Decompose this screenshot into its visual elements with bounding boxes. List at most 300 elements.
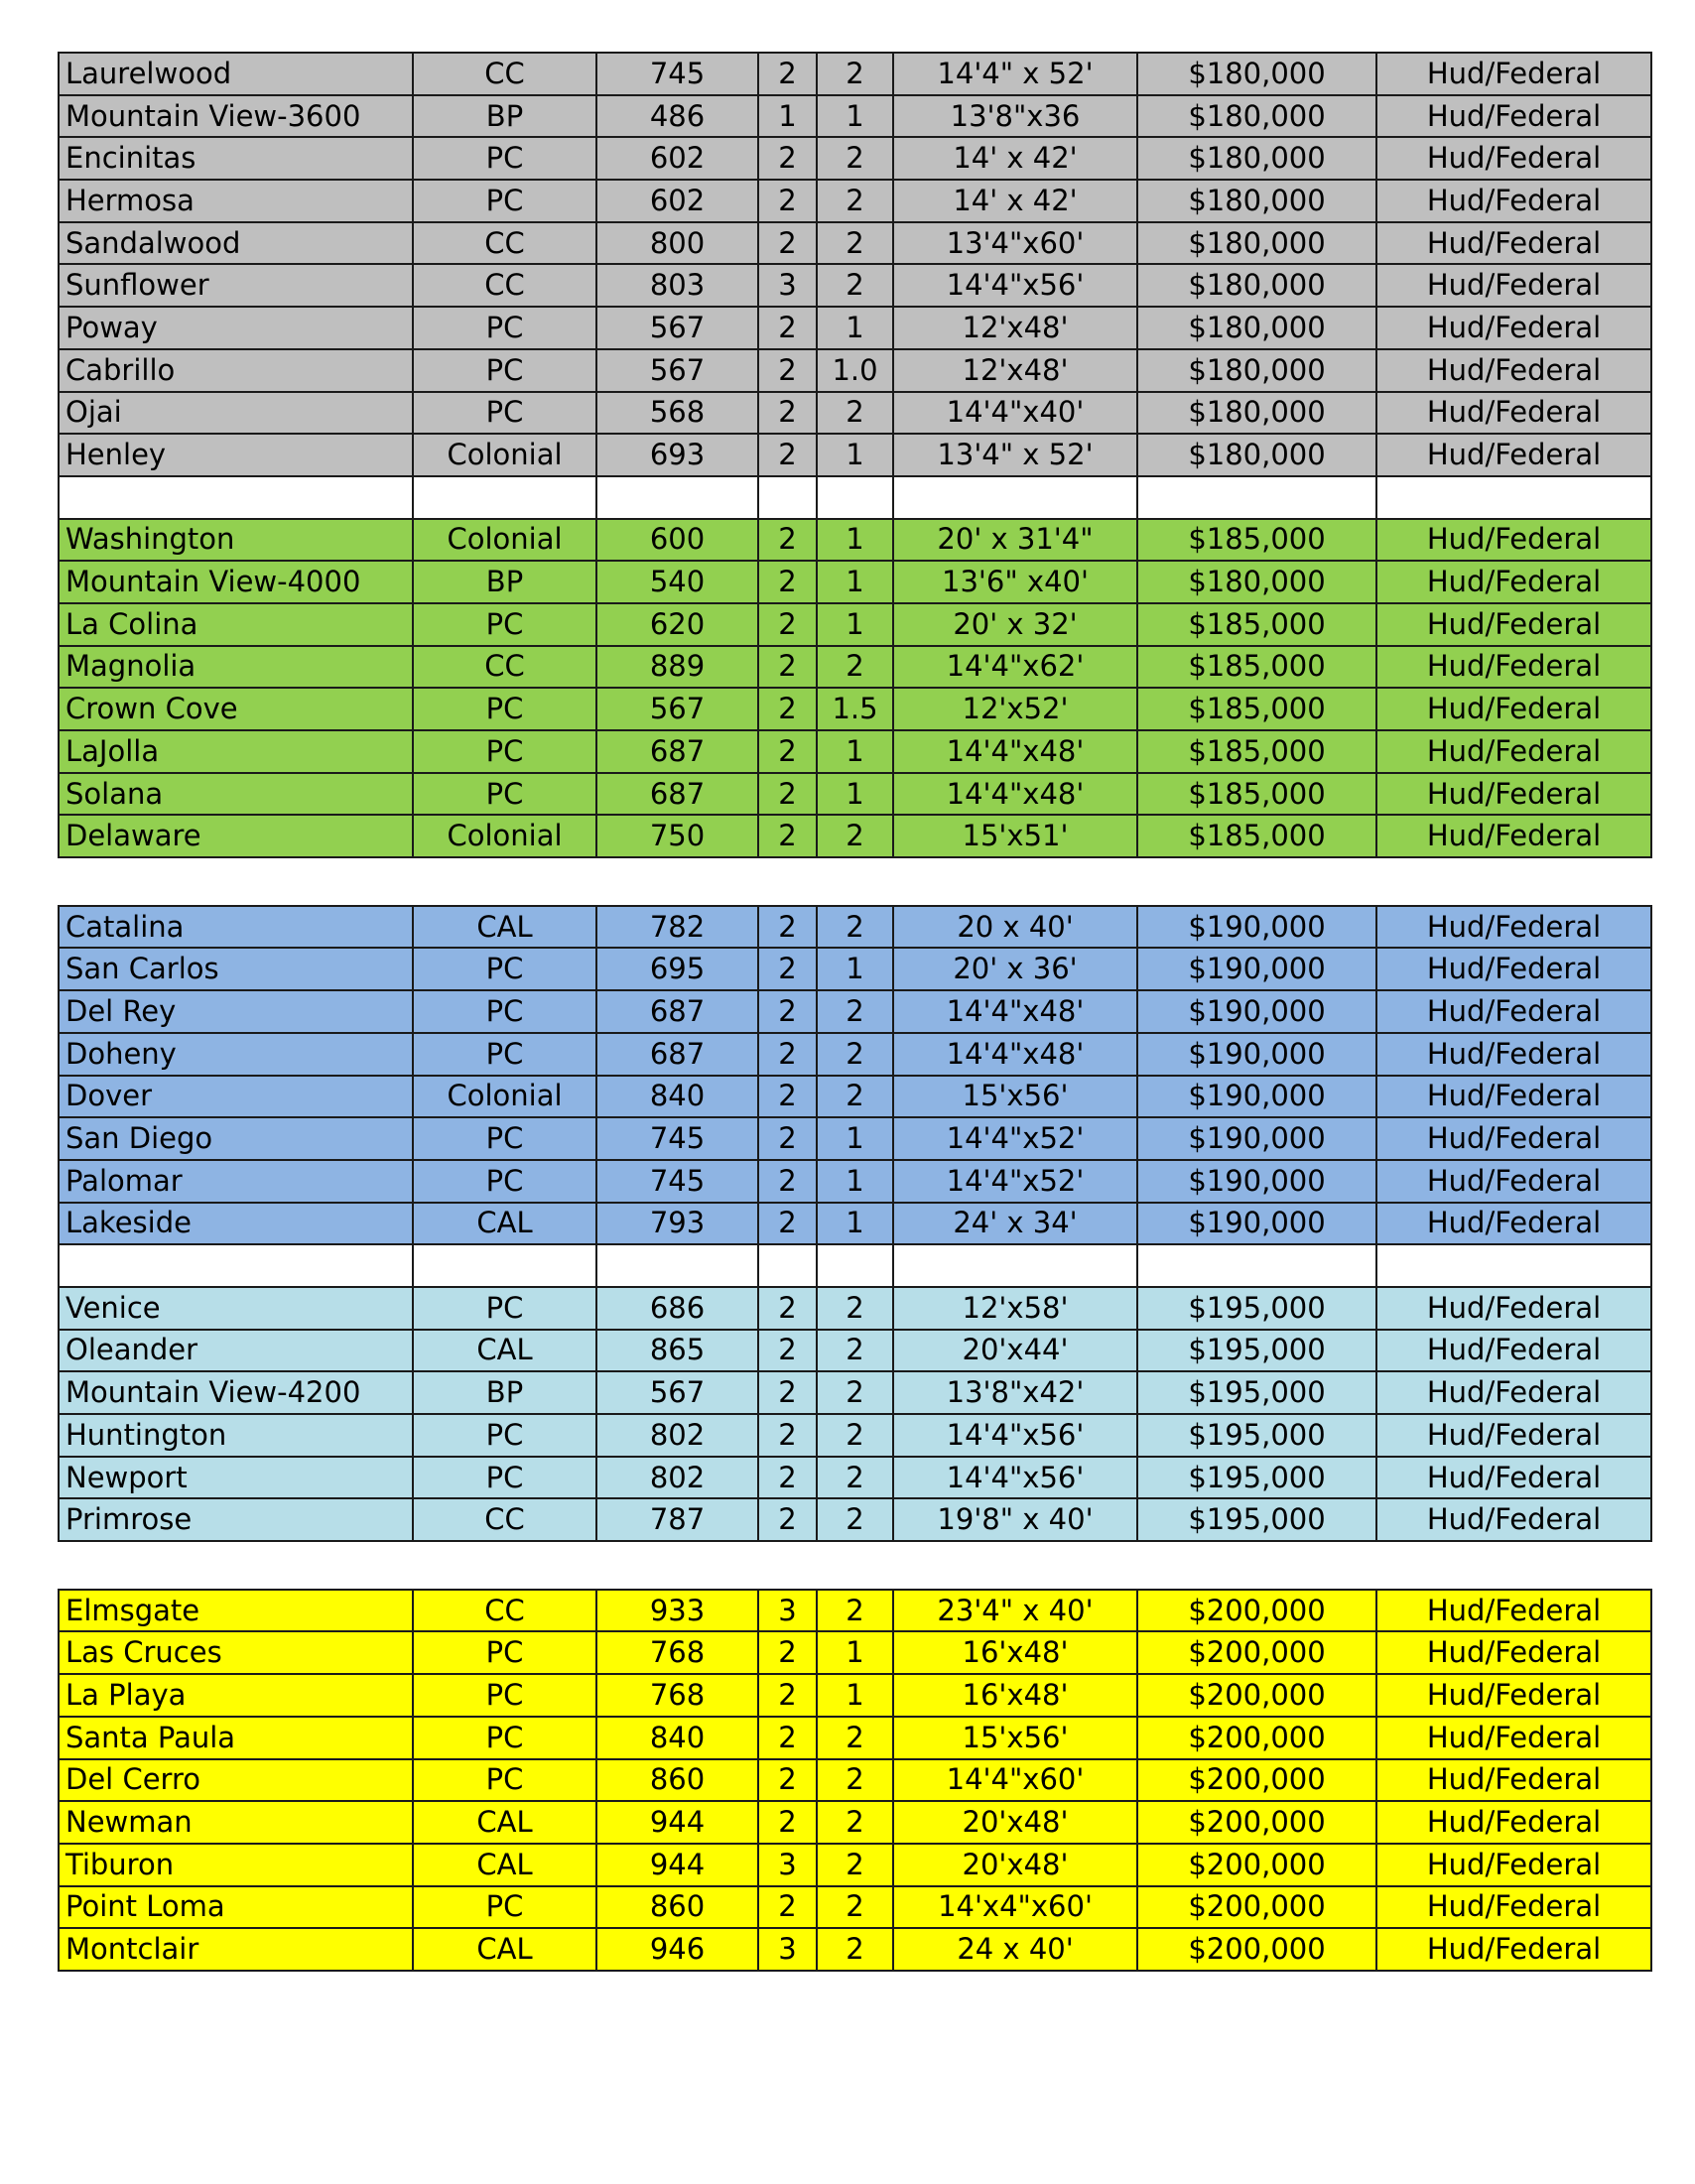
cell-financing: Hud/Federal xyxy=(1376,180,1651,222)
table-row xyxy=(59,180,1651,222)
cell-beds: 2 xyxy=(758,434,817,476)
cell-beds: 2 xyxy=(758,1886,817,1929)
cell-financing: Hud/Federal xyxy=(1376,730,1651,773)
cell-sqft: 686 xyxy=(596,1287,758,1330)
table-row xyxy=(59,906,1651,949)
cell-type: Colonial xyxy=(413,434,596,476)
cell-type: PC xyxy=(413,180,596,222)
group-gap xyxy=(58,1542,1642,1589)
cell-financing: Hud/Federal xyxy=(1376,53,1651,95)
cell-name: Tiburon xyxy=(59,1844,413,1886)
blank-cell xyxy=(1376,476,1651,519)
cell-sqft: 687 xyxy=(596,730,758,773)
cell-beds: 2 xyxy=(758,392,817,435)
table-row xyxy=(59,1801,1651,1844)
cell-beds: 2 xyxy=(758,1674,817,1717)
cell-beds: 2 xyxy=(758,307,817,349)
cell-beds: 2 xyxy=(758,1759,817,1802)
cell-price: $195,000 xyxy=(1137,1414,1376,1457)
table-row xyxy=(59,948,1651,990)
blank-cell xyxy=(1137,476,1376,519)
cell-name: Washington xyxy=(59,519,413,562)
cell-baths: 1 xyxy=(817,773,893,816)
cell-sqft: 840 xyxy=(596,1717,758,1759)
cell-price: $180,000 xyxy=(1137,180,1376,222)
cell-type: PC xyxy=(413,1674,596,1717)
cell-price: $190,000 xyxy=(1137,1203,1376,1245)
cell-financing: Hud/Federal xyxy=(1376,815,1651,857)
cell-sqft: 944 xyxy=(596,1801,758,1844)
cell-beds: 2 xyxy=(758,349,817,392)
cell-size: 16'x48' xyxy=(893,1631,1137,1674)
cell-price: $195,000 xyxy=(1137,1371,1376,1414)
cell-type: PC xyxy=(413,1414,596,1457)
cell-baths: 2 xyxy=(817,1287,893,1330)
blank-cell xyxy=(59,1244,413,1287)
cell-financing: Hud/Federal xyxy=(1376,1117,1651,1160)
cell-beds: 2 xyxy=(758,948,817,990)
cell-size: 14'4"x56' xyxy=(893,1414,1137,1457)
cell-beds: 2 xyxy=(758,222,817,265)
cell-baths: 2 xyxy=(817,1717,893,1759)
cell-sqft: 793 xyxy=(596,1203,758,1245)
cell-size: 14'4"x56' xyxy=(893,1457,1137,1499)
cell-sqft: 802 xyxy=(596,1414,758,1457)
cell-price: $185,000 xyxy=(1137,688,1376,730)
cell-baths: 1 xyxy=(817,307,893,349)
cell-baths: 2 xyxy=(817,1414,893,1457)
cell-price: $200,000 xyxy=(1137,1801,1376,1844)
cell-baths: 2 xyxy=(817,990,893,1033)
cell-name: Las Cruces xyxy=(59,1631,413,1674)
cell-size: 12'x48' xyxy=(893,349,1137,392)
cell-name: Del Rey xyxy=(59,990,413,1033)
cell-price: $200,000 xyxy=(1137,1590,1376,1632)
cell-beds: 2 xyxy=(758,1287,817,1330)
cell-name: Henley xyxy=(59,434,413,476)
cell-size: 12'x52' xyxy=(893,688,1137,730)
table-row xyxy=(59,392,1651,435)
cell-size: 19'8" x 40' xyxy=(893,1498,1137,1541)
cell-financing: Hud/Federal xyxy=(1376,1801,1651,1844)
cell-name: Huntington xyxy=(59,1414,413,1457)
cell-type: PC xyxy=(413,1457,596,1499)
cell-size: 20'x48' xyxy=(893,1801,1137,1844)
table-row xyxy=(59,1928,1651,1971)
table-row xyxy=(59,1203,1651,1245)
cell-price: $180,000 xyxy=(1137,434,1376,476)
cell-beds: 2 xyxy=(758,773,817,816)
price-group xyxy=(59,519,1651,858)
table-row xyxy=(59,1457,1651,1499)
table-row xyxy=(59,1076,1651,1118)
cell-sqft: 745 xyxy=(596,1160,758,1203)
cell-price: $180,000 xyxy=(1137,349,1376,392)
cell-size: 14' x 42' xyxy=(893,180,1137,222)
cell-financing: Hud/Federal xyxy=(1376,906,1651,949)
cell-name: Montclair xyxy=(59,1928,413,1971)
table-row xyxy=(59,688,1651,730)
cell-type: Colonial xyxy=(413,815,596,857)
cell-beds: 2 xyxy=(758,1631,817,1674)
cell-beds: 2 xyxy=(758,990,817,1033)
table-row xyxy=(59,730,1651,773)
cell-financing: Hud/Federal xyxy=(1376,95,1651,138)
cell-baths: 2 xyxy=(817,815,893,857)
cell-price: $200,000 xyxy=(1137,1844,1376,1886)
table-row xyxy=(59,1160,1651,1203)
price-group xyxy=(59,906,1651,1245)
cell-sqft: 745 xyxy=(596,53,758,95)
cell-sqft: 750 xyxy=(596,815,758,857)
cell-type: PC xyxy=(413,1717,596,1759)
cell-type: Colonial xyxy=(413,1076,596,1118)
cell-size: 13'4"x60' xyxy=(893,222,1137,265)
cell-beds: 2 xyxy=(758,730,817,773)
cell-beds: 2 xyxy=(758,815,817,857)
cell-beds: 1 xyxy=(758,95,817,138)
table-row xyxy=(59,1287,1651,1330)
cell-type: CAL xyxy=(413,906,596,949)
cell-financing: Hud/Federal xyxy=(1376,1886,1651,1929)
cell-type: BP xyxy=(413,95,596,138)
cell-beds: 2 xyxy=(758,1717,817,1759)
cell-financing: Hud/Federal xyxy=(1376,222,1651,265)
table-row xyxy=(59,1330,1651,1372)
cell-sqft: 782 xyxy=(596,906,758,949)
cell-beds: 2 xyxy=(758,1414,817,1457)
cell-beds: 2 xyxy=(758,1203,817,1245)
cell-financing: Hud/Federal xyxy=(1376,137,1651,180)
cell-price: $190,000 xyxy=(1137,1117,1376,1160)
cell-beds: 3 xyxy=(758,1590,817,1632)
cell-financing: Hud/Federal xyxy=(1376,1844,1651,1886)
cell-beds: 2 xyxy=(758,1371,817,1414)
cell-name: Mountain View-4200 xyxy=(59,1371,413,1414)
price-group xyxy=(59,1590,1651,1971)
cell-sqft: 567 xyxy=(596,349,758,392)
cell-price: $190,000 xyxy=(1137,1076,1376,1118)
blank-cell xyxy=(1376,1244,1651,1287)
cell-financing: Hud/Federal xyxy=(1376,519,1651,562)
cell-name: Mountain View-3600 xyxy=(59,95,413,138)
listing-table xyxy=(58,1589,1652,1972)
cell-beds: 2 xyxy=(758,1801,817,1844)
cell-name: Sunflower xyxy=(59,264,413,307)
cell-type: PC xyxy=(413,392,596,435)
cell-sqft: 693 xyxy=(596,434,758,476)
cell-financing: Hud/Federal xyxy=(1376,1160,1651,1203)
cell-name: La Playa xyxy=(59,1674,413,1717)
cell-size: 14'4"x40' xyxy=(893,392,1137,435)
cell-size: 13'6" x40' xyxy=(893,561,1137,603)
cell-size: 14'4"x62' xyxy=(893,646,1137,689)
group-gap xyxy=(58,858,1642,905)
cell-type: BP xyxy=(413,561,596,603)
cell-name: La Colina xyxy=(59,603,413,646)
cell-sqft: 803 xyxy=(596,264,758,307)
table-row xyxy=(59,434,1651,476)
cell-type: PC xyxy=(413,948,596,990)
cell-type: PC xyxy=(413,1287,596,1330)
cell-baths: 1.0 xyxy=(817,349,893,392)
cell-sqft: 687 xyxy=(596,1033,758,1076)
cell-type: PC xyxy=(413,1117,596,1160)
cell-beds: 2 xyxy=(758,603,817,646)
cell-baths: 1 xyxy=(817,1203,893,1245)
cell-beds: 2 xyxy=(758,561,817,603)
cell-price: $180,000 xyxy=(1137,307,1376,349)
blank-cell xyxy=(596,1244,758,1287)
cell-baths: 2 xyxy=(817,1457,893,1499)
table-row xyxy=(59,1590,1651,1632)
cell-type: CAL xyxy=(413,1844,596,1886)
cell-beds: 2 xyxy=(758,1033,817,1076)
cell-beds: 2 xyxy=(758,1498,817,1541)
cell-type: PC xyxy=(413,349,596,392)
cell-type: PC xyxy=(413,773,596,816)
cell-sqft: 802 xyxy=(596,1457,758,1499)
cell-financing: Hud/Federal xyxy=(1376,1498,1651,1541)
cell-beds: 3 xyxy=(758,1844,817,1886)
blank-cell xyxy=(59,476,413,519)
table-row xyxy=(59,561,1651,603)
cell-price: $185,000 xyxy=(1137,773,1376,816)
cell-sqft: 567 xyxy=(596,688,758,730)
cell-type: PC xyxy=(413,137,596,180)
cell-type: CAL xyxy=(413,1203,596,1245)
blank-cell xyxy=(1137,1244,1376,1287)
cell-name: Laurelwood xyxy=(59,53,413,95)
cell-baths: 1 xyxy=(817,1674,893,1717)
cell-name: Palomar xyxy=(59,1160,413,1203)
cell-financing: Hud/Federal xyxy=(1376,264,1651,307)
cell-name: Primrose xyxy=(59,1498,413,1541)
table-row xyxy=(59,1117,1651,1160)
cell-type: CAL xyxy=(413,1928,596,1971)
cell-size: 16'x48' xyxy=(893,1674,1137,1717)
cell-price: $200,000 xyxy=(1137,1631,1376,1674)
cell-price: $190,000 xyxy=(1137,990,1376,1033)
cell-type: CAL xyxy=(413,1801,596,1844)
cell-baths: 2 xyxy=(817,1330,893,1372)
cell-beds: 2 xyxy=(758,646,817,689)
cell-name: Doheny xyxy=(59,1033,413,1076)
cell-name: LaJolla xyxy=(59,730,413,773)
cell-baths: 2 xyxy=(817,180,893,222)
cell-type: CC xyxy=(413,222,596,265)
cell-price: $180,000 xyxy=(1137,561,1376,603)
cell-financing: Hud/Federal xyxy=(1376,1717,1651,1759)
cell-baths: 1 xyxy=(817,1117,893,1160)
cell-financing: Hud/Federal xyxy=(1376,646,1651,689)
cell-baths: 1 xyxy=(817,1160,893,1203)
blank-cell xyxy=(817,476,893,519)
cell-type: PC xyxy=(413,1160,596,1203)
table-row xyxy=(59,1674,1651,1717)
cell-financing: Hud/Federal xyxy=(1376,1631,1651,1674)
cell-baths: 2 xyxy=(817,1498,893,1541)
cell-price: $195,000 xyxy=(1137,1457,1376,1499)
cell-name: Elmsgate xyxy=(59,1590,413,1632)
cell-baths: 2 xyxy=(817,1928,893,1971)
cell-price: $190,000 xyxy=(1137,906,1376,949)
cell-sqft: 486 xyxy=(596,95,758,138)
cell-beds: 2 xyxy=(758,137,817,180)
cell-financing: Hud/Federal xyxy=(1376,1033,1651,1076)
blank-cell xyxy=(758,476,817,519)
cell-price: $185,000 xyxy=(1137,519,1376,562)
price-group xyxy=(59,1287,1651,1541)
cell-sqft: 946 xyxy=(596,1928,758,1971)
cell-type: BP xyxy=(413,1371,596,1414)
cell-beds: 2 xyxy=(758,1330,817,1372)
cell-size: 14'4"x52' xyxy=(893,1160,1137,1203)
table-row xyxy=(59,990,1651,1033)
cell-size: 14'4"x48' xyxy=(893,990,1137,1033)
cell-baths: 2 xyxy=(817,137,893,180)
cell-type: CC xyxy=(413,264,596,307)
cell-beds: 2 xyxy=(758,1457,817,1499)
cell-sqft: 602 xyxy=(596,137,758,180)
table-row xyxy=(59,1717,1651,1759)
cell-baths: 1 xyxy=(817,1631,893,1674)
cell-price: $190,000 xyxy=(1137,948,1376,990)
cell-financing: Hud/Federal xyxy=(1376,1371,1651,1414)
cell-type: PC xyxy=(413,730,596,773)
cell-beds: 2 xyxy=(758,53,817,95)
cell-name: Poway xyxy=(59,307,413,349)
cell-sqft: 600 xyxy=(596,519,758,562)
cell-baths: 2 xyxy=(817,1844,893,1886)
cell-beds: 2 xyxy=(758,688,817,730)
price-group xyxy=(59,53,1651,476)
table-row xyxy=(59,349,1651,392)
cell-name: Oleander xyxy=(59,1330,413,1372)
table-row xyxy=(59,773,1651,816)
cell-name: Dover xyxy=(59,1076,413,1118)
cell-name: Del Cerro xyxy=(59,1759,413,1802)
cell-financing: Hud/Federal xyxy=(1376,1203,1651,1245)
cell-price: $185,000 xyxy=(1137,603,1376,646)
blank-cell xyxy=(413,476,596,519)
cell-name: Hermosa xyxy=(59,180,413,222)
cell-size: 13'4" x 52' xyxy=(893,434,1137,476)
cell-beds: 3 xyxy=(758,264,817,307)
cell-name: Catalina xyxy=(59,906,413,949)
cell-sqft: 840 xyxy=(596,1076,758,1118)
cell-name: Venice xyxy=(59,1287,413,1330)
cell-name: Magnolia xyxy=(59,646,413,689)
cell-financing: Hud/Federal xyxy=(1376,392,1651,435)
cell-name: Santa Paula xyxy=(59,1717,413,1759)
cell-type: CAL xyxy=(413,1330,596,1372)
table-row xyxy=(59,815,1651,857)
cell-size: 14'4"x48' xyxy=(893,773,1137,816)
cell-sqft: 944 xyxy=(596,1844,758,1886)
cell-baths: 2 xyxy=(817,222,893,265)
cell-financing: Hud/Federal xyxy=(1376,561,1651,603)
cell-type: PC xyxy=(413,1033,596,1076)
cell-sqft: 933 xyxy=(596,1590,758,1632)
cell-baths: 1 xyxy=(817,948,893,990)
cell-type: PC xyxy=(413,603,596,646)
cell-sqft: 568 xyxy=(596,392,758,435)
table-row xyxy=(59,1414,1651,1457)
cell-price: $200,000 xyxy=(1137,1886,1376,1929)
cell-size: 14'4"x48' xyxy=(893,730,1137,773)
blank-cell xyxy=(893,1244,1137,1287)
cell-size: 23'4" x 40' xyxy=(893,1590,1137,1632)
table-row xyxy=(59,53,1651,95)
cell-size: 13'8"x36 xyxy=(893,95,1137,138)
table-row xyxy=(59,1371,1651,1414)
cell-size: 20'x44' xyxy=(893,1330,1137,1372)
table-row xyxy=(59,646,1651,689)
cell-name: Mountain View-4000 xyxy=(59,561,413,603)
cell-size: 14'4"x60' xyxy=(893,1759,1137,1802)
cell-size: 14'x4"x60' xyxy=(893,1886,1137,1929)
table-row xyxy=(59,1886,1651,1929)
cell-type: CC xyxy=(413,1498,596,1541)
cell-financing: Hud/Federal xyxy=(1376,603,1651,646)
cell-beds: 2 xyxy=(758,1117,817,1160)
cell-financing: Hud/Federal xyxy=(1376,1330,1651,1372)
blank-cell xyxy=(893,476,1137,519)
cell-price: $195,000 xyxy=(1137,1287,1376,1330)
cell-sqft: 860 xyxy=(596,1886,758,1929)
cell-price: $185,000 xyxy=(1137,815,1376,857)
cell-financing: Hud/Federal xyxy=(1376,1928,1651,1971)
cell-size: 14'4"x52' xyxy=(893,1117,1137,1160)
cell-baths: 2 xyxy=(817,1886,893,1929)
cell-name: Lakeside xyxy=(59,1203,413,1245)
cell-sqft: 768 xyxy=(596,1631,758,1674)
cell-type: PC xyxy=(413,990,596,1033)
cell-baths: 2 xyxy=(817,1759,893,1802)
cell-size: 15'x56' xyxy=(893,1717,1137,1759)
cell-size: 20' x 31'4" xyxy=(893,519,1137,562)
cell-type: PC xyxy=(413,1886,596,1929)
cell-financing: Hud/Federal xyxy=(1376,434,1651,476)
cell-baths: 2 xyxy=(817,53,893,95)
table-row xyxy=(59,1498,1651,1541)
cell-beds: 2 xyxy=(758,519,817,562)
cell-baths: 1 xyxy=(817,730,893,773)
cell-size: 15'x51' xyxy=(893,815,1137,857)
cell-type: CC xyxy=(413,1590,596,1632)
cell-baths: 2 xyxy=(817,1371,893,1414)
blank-row xyxy=(59,476,1651,519)
cell-type: Colonial xyxy=(413,519,596,562)
cell-beds: 2 xyxy=(758,906,817,949)
cell-price: $200,000 xyxy=(1137,1928,1376,1971)
cell-beds: 2 xyxy=(758,1076,817,1118)
cell-price: $200,000 xyxy=(1137,1717,1376,1759)
cell-price: $200,000 xyxy=(1137,1674,1376,1717)
cell-baths: 1 xyxy=(817,603,893,646)
table-row xyxy=(59,1844,1651,1886)
cell-price: $180,000 xyxy=(1137,137,1376,180)
cell-financing: Hud/Federal xyxy=(1376,1674,1651,1717)
cell-sqft: 800 xyxy=(596,222,758,265)
cell-sqft: 602 xyxy=(596,180,758,222)
cell-baths: 2 xyxy=(817,1033,893,1076)
cell-sqft: 567 xyxy=(596,1371,758,1414)
cell-price: $195,000 xyxy=(1137,1330,1376,1372)
cell-sqft: 787 xyxy=(596,1498,758,1541)
cell-size: 24' x 34' xyxy=(893,1203,1137,1245)
